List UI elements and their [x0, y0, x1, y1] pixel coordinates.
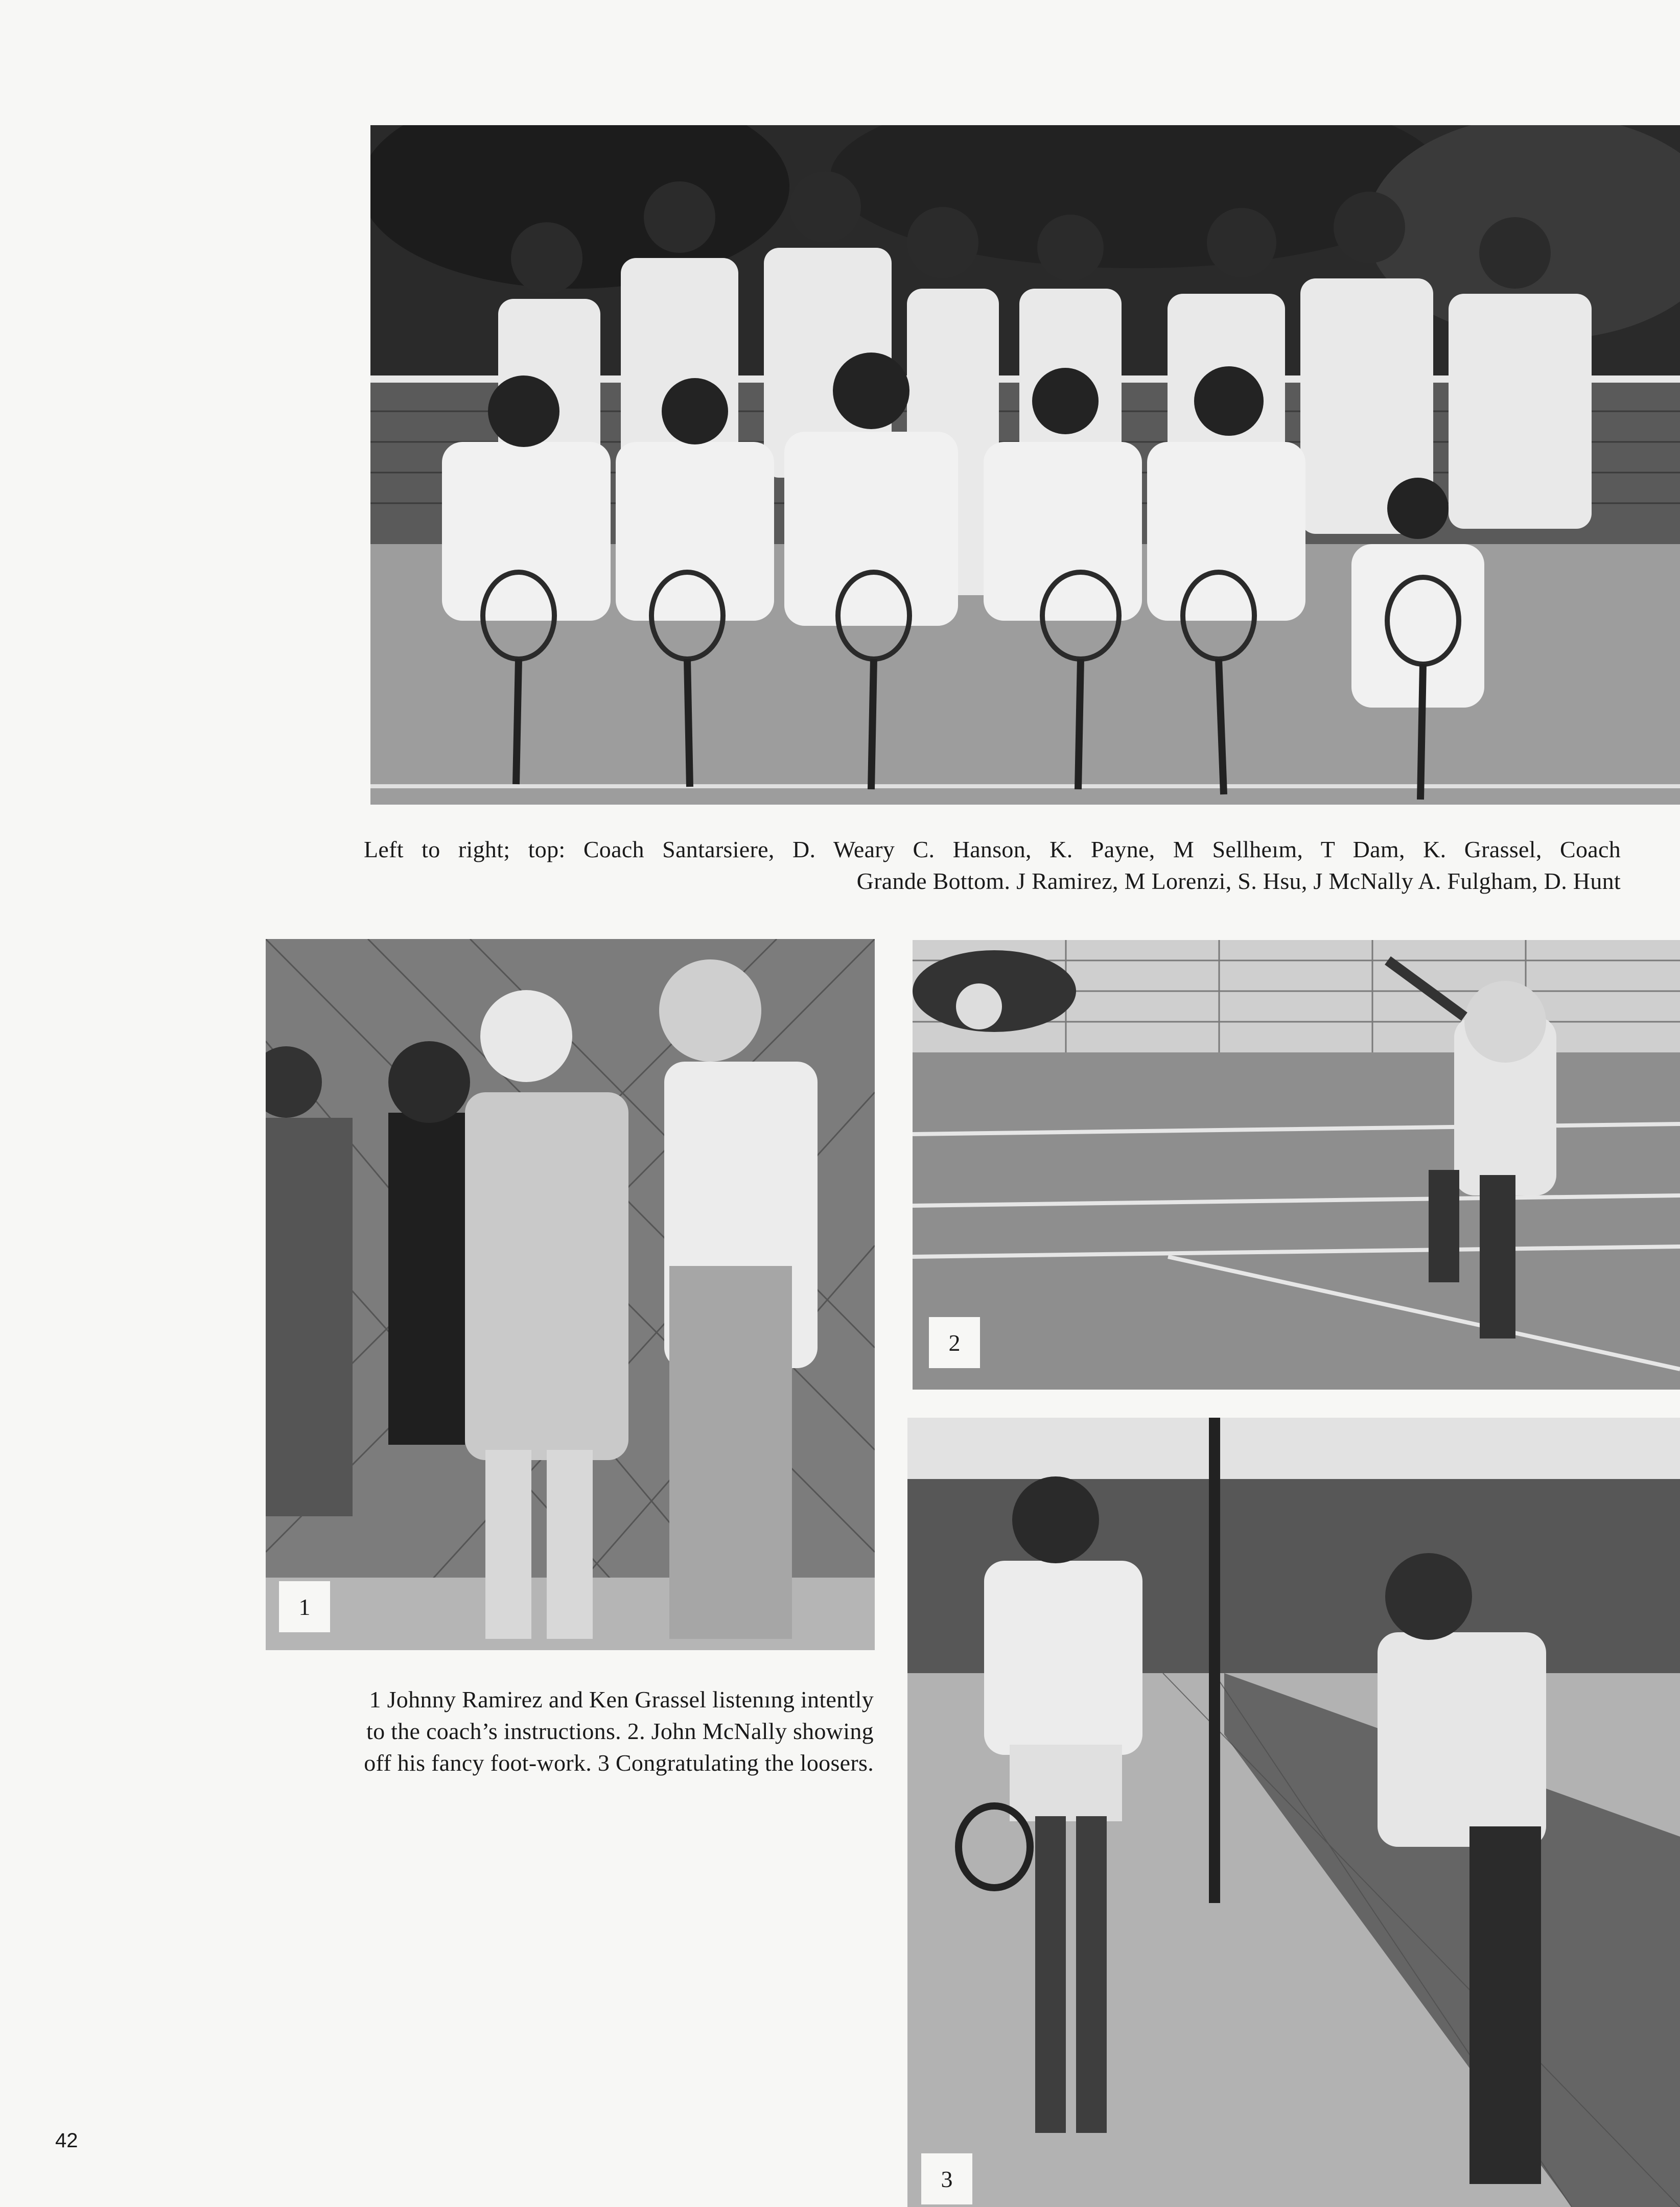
photo-1-players-listening	[266, 939, 875, 1650]
team-caption-line-1: Left to right; top: Coach Santarsiere, D. Weary C. Hanson, K. Payne, M Sellheım, T Dam, K. Grassel, Coach	[364, 836, 1621, 862]
team-photo-caption	[364, 834, 1621, 897]
page-number: 42	[55, 2129, 78, 2152]
team-photo	[370, 125, 1680, 805]
photo-2-footwork	[913, 940, 1680, 1390]
photo-1-number: 1	[279, 1581, 330, 1632]
photo-2-number: 2	[929, 1317, 980, 1368]
team-caption-line-2: Grande Bottom. J Ramirez, M Lorenzi, S. Hsu, J McNally A. Fulgham, D. Hunt	[856, 868, 1621, 894]
photos-caption-line-1: 1 Johnny Ramirez and Ken Grassel listenıng intently	[369, 1686, 874, 1712]
photo-3-handshake	[907, 1418, 1680, 2207]
photo-3-number: 3	[921, 2153, 972, 2204]
photos-caption-line-3: off his fancy foot-work. 3 Congratulating the loosers.	[364, 1750, 874, 1776]
photos-caption-line-2: to the coach’s instructions. 2. John McNally showing	[366, 1718, 874, 1744]
photos-caption	[266, 1684, 874, 1779]
